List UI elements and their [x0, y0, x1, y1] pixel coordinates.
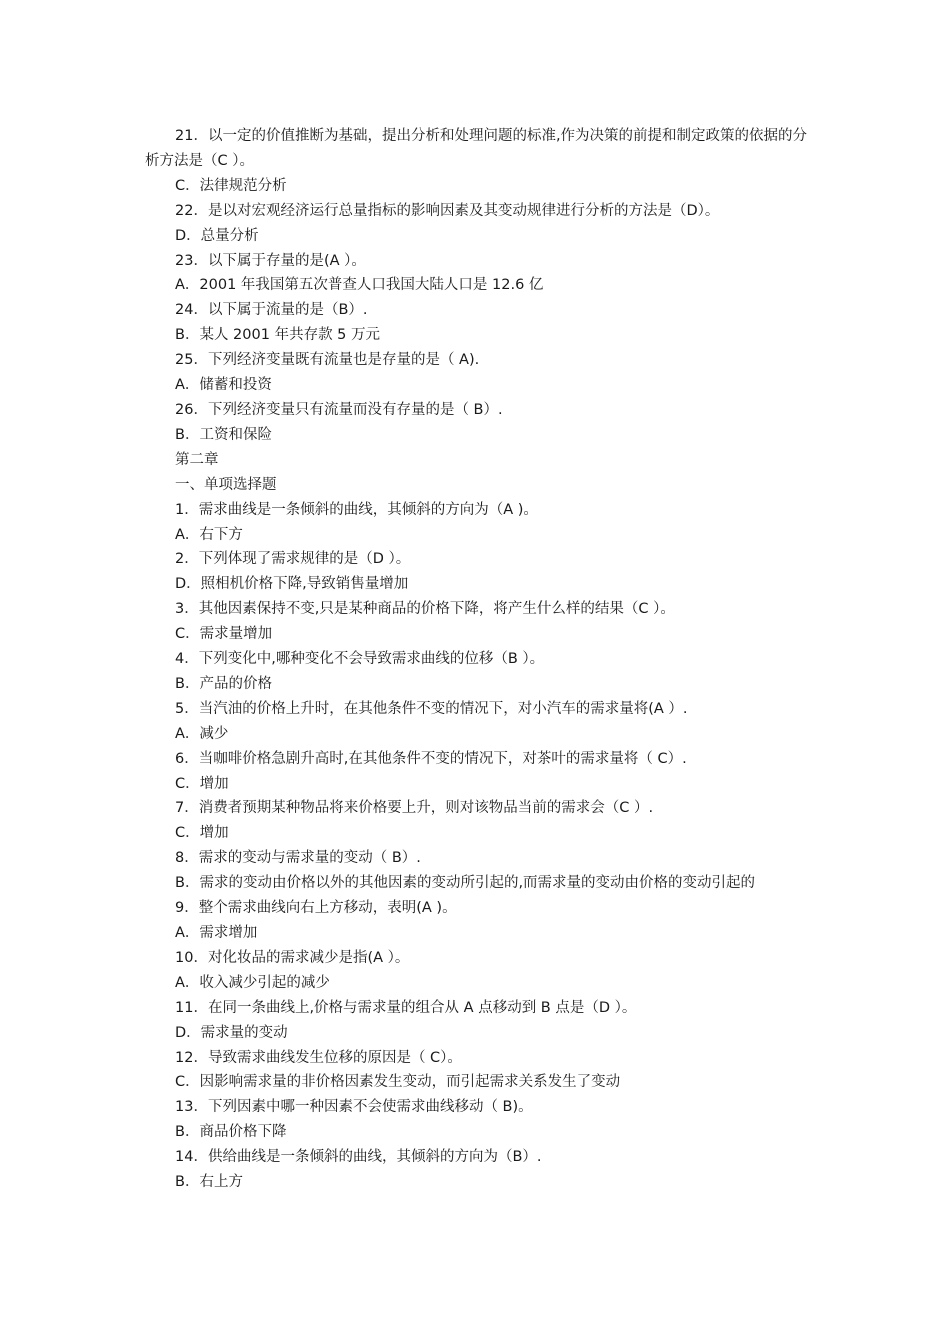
answer-22: D．总量分析	[175, 227, 259, 244]
ch2-answer-8: B．需求的变动由价格以外的其他因素的变动所引起的,而需求量的变动由价格的变动引起的	[175, 875, 756, 892]
question-21: 21．以一定的价值推断为基础，提出分析和处理问题的标准,作为决策的前提和制定政策的依据的分析方法是（C ）。	[145, 128, 808, 169]
question-23: 23．以下属于存量的是(A ）。	[175, 252, 366, 269]
answer-26: B．工资和保险	[175, 426, 272, 443]
ch2-answer-5: A．减少	[175, 725, 229, 742]
document-body	[145, 124, 810, 1195]
ch2-question-12: 12．导致需求曲线发生位移的原因是（ C）。	[175, 1049, 462, 1066]
ch2-question-5: 5．当汽油的价格上升时，在其他条件不变的情况下，对小汽车的需求量将(A ）.	[175, 700, 688, 717]
ch2-answer-6: C．增加	[175, 775, 229, 792]
answer-21: C．法律规范分析	[175, 177, 287, 194]
ch2-answer-1: A．右下方	[175, 526, 243, 543]
ch2-answer-13: B．商品价格下降	[175, 1124, 287, 1141]
ch2-question-8: 8．需求的变动与需求量的变动（ B）.	[175, 850, 421, 867]
ch2-question-7: 7．消费者预期某种物品将来价格要上升，则对该物品当前的需求会（C ）.	[175, 800, 654, 817]
ch2-answer-7: C．增加	[175, 825, 229, 842]
ch2-answer-2: D．照相机价格下降,导致销售量增加	[175, 576, 409, 593]
section-heading: 一、单项选择题	[175, 476, 277, 493]
ch2-question-9: 9．整个需求曲线向右上方移动，表明(A )。	[175, 900, 457, 917]
question-24: 24．以下属于流量的是（B）.	[175, 302, 368, 319]
ch2-question-10: 10．对化妆品的需求减少是指(A ）。	[175, 949, 410, 966]
answer-23: A．2001 年我国第五次普查人口我国大陆人口是 12.6 亿	[175, 277, 544, 294]
ch2-answer-11: D．需求量的变动	[175, 1024, 288, 1041]
ch2-question-2: 2．下列体现了需求规律的是（D ）。	[175, 551, 411, 568]
ch2-question-14: 14．供给曲线是一条倾斜的曲线，其倾斜的方向为（B）.	[175, 1149, 542, 1166]
question-26: 26．下列经济变量只有流量而没有存量的是（ B）.	[175, 401, 503, 418]
ch2-answer-4: B．产品的价格	[175, 675, 272, 692]
question-22: 22．是以对宏观经济运行总量指标的影响因素及其变动规律进行分析的方法是（D）。	[175, 202, 720, 219]
ch2-question-11: 11．在同一条曲线上,价格与需求量的组合从 A 点移动到 B 点是（D ）。	[175, 999, 637, 1016]
answer-25: A．储蓄和投资	[175, 377, 272, 394]
ch2-answer-14: B．右上方	[175, 1174, 243, 1191]
question-25: 25．下列经济变量既有流量也是存量的是（ A).	[175, 352, 480, 369]
answer-24: B．某人 2001 年共存款 5 万元	[175, 327, 381, 344]
ch2-answer-10: A．收入减少引起的减少	[175, 974, 330, 991]
chapter-heading: 第二章	[175, 451, 219, 468]
ch2-answer-9: A．需求增加	[175, 925, 258, 941]
ch2-question-6: 6．当咖啡价格急剧升高时,在其他条件不变的情况下，对茶叶的需求量将（ C）.	[175, 750, 687, 767]
ch2-question-3: 3．其他因素保持不变,只是某种商品的价格下降，将产生什么样的结果（C ）。	[175, 601, 675, 618]
ch2-question-4: 4．下列变化中,哪种变化不会导致需求曲线的位移（B ）。	[175, 651, 545, 668]
ch2-answer-3: C．需求量增加	[175, 626, 273, 643]
ch2-answer-12: C．因影响需求量的非价格因素发生变动，而引起需求关系发生了变动	[175, 1074, 621, 1091]
ch2-question-13: 13．下列因素中哪一种因素不会使需求曲线移动（ B)。	[175, 1099, 533, 1116]
ch2-question-1: 1．需求曲线是一条倾斜的曲线，其倾斜的方向为（A )。	[175, 501, 538, 518]
